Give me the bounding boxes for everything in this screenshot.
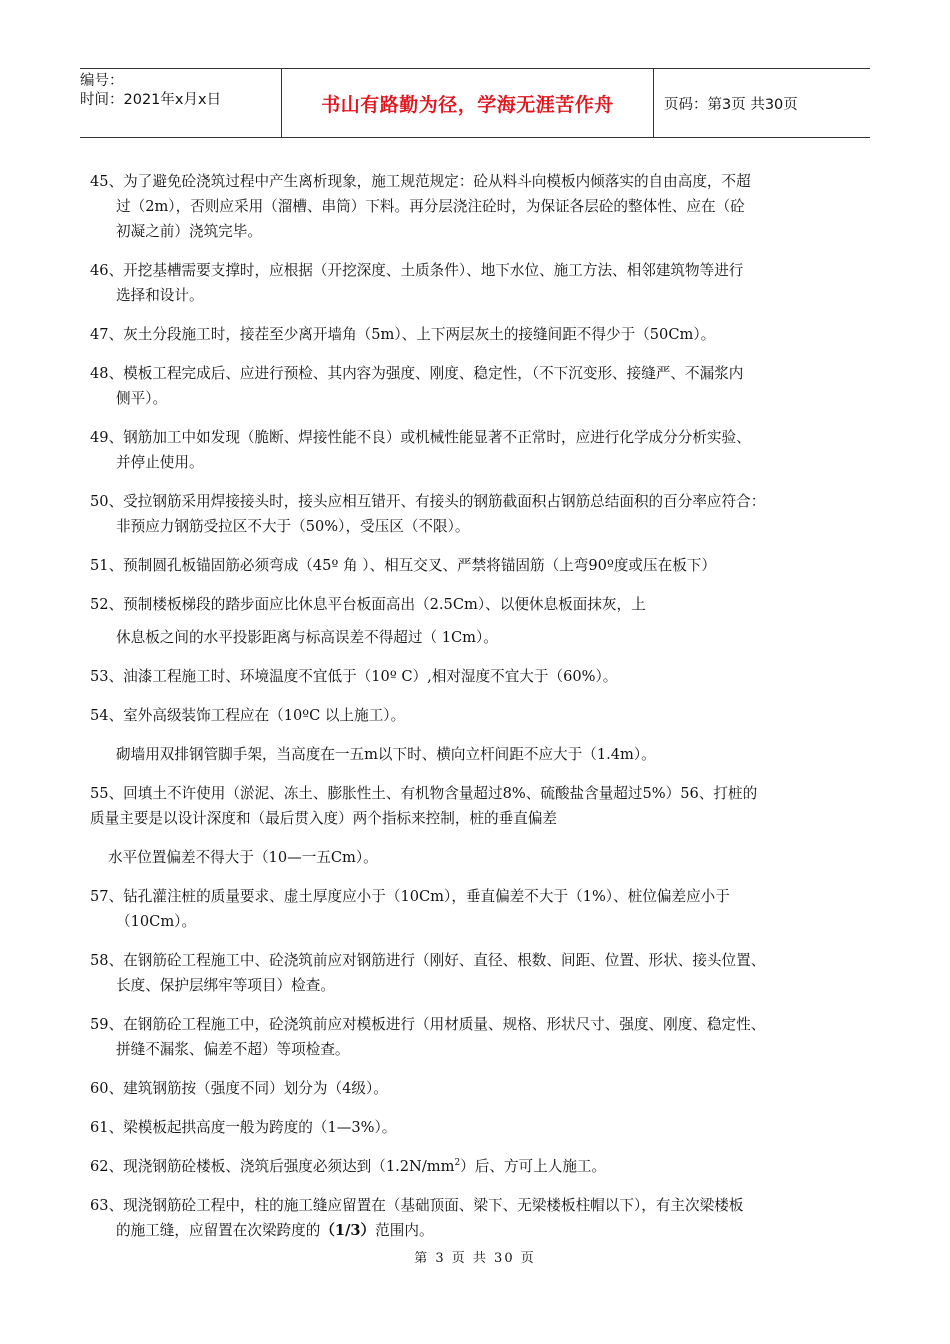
- text-line-53: 53、油漆工程施工时、环境温度不宜低于（10º C）,相对湿度不宜大于（60%）。: [90, 668, 618, 685]
- text-line-52b: 休息板之间的水平投影距离与标高误差不得超过（ 1Cm）。: [116, 629, 498, 646]
- page-header: [80, 68, 870, 138]
- number-label: 编号：: [80, 73, 124, 89]
- line63b-post: 范围内。: [375, 1222, 434, 1239]
- list-item: [90, 1115, 870, 1140]
- line62-post: ）后、方可上人施工。: [460, 1158, 607, 1175]
- list-item: [90, 884, 870, 934]
- list-item-first-line: 49、钢筋加工中如发现（脆断、焊接性能不良）或机械性能显著不正常时，应进行化学成分分析实验、: [90, 429, 751, 446]
- list-item: [90, 425, 870, 475]
- list-item-continuation: 拼缝不漏浆、偏差不超）等项检查。: [116, 1041, 350, 1058]
- list-item-first-line: 61、梁模板起拱高度一般为跨度的（1—3%）。: [90, 1119, 397, 1136]
- item-63-line1: 63、现浇钢筋砼工程中，柱的施工缝应留置在（基础顶面、梁下、无梁楼板柱帽以下），有主次梁楼板: [90, 1197, 744, 1214]
- list-item-first-line: 45、为了避免砼浇筑过程中产生离析现象，施工规范规定：砼从料斗向模板内倾落实的自由高度，不超: [90, 173, 751, 190]
- list-item-continuation: 侧平）。: [116, 390, 168, 407]
- line63b-bold: （1/3）: [320, 1222, 376, 1239]
- list-item-first-line: 52、预制楼板梯段的踏步面应比休息平台板面高出（2.5Cm）、以便休息板面抹灰，上: [90, 596, 646, 613]
- header-motto: 书山有路勤为径，学海无涯苦作舟: [281, 69, 654, 137]
- list-item: [90, 948, 870, 998]
- list-item: [90, 361, 870, 411]
- list-item-first-line: 59、在钢筋砼工程施工中，砼浇筑前应对模板进行（用材质量、规格、形状尺寸、强度、刚度、稳定性、: [90, 1016, 766, 1033]
- text-line-55b: 质量主要是以设计深度和（最后贯入度）两个指标来控制，桩的垂直偏差: [90, 810, 558, 827]
- list-item: [90, 1012, 870, 1062]
- line62-sup: 2: [454, 1158, 461, 1169]
- text-line-55c: 水平位置偏差不得大于（10—一五Cm）。: [108, 849, 378, 866]
- list-item-continuation: 选择和设计。: [116, 287, 204, 304]
- list-item-continuation: 初凝之前）浇筑完毕。: [116, 223, 262, 240]
- page-footer: 第 3 页 共 30 页: [414, 1251, 536, 1266]
- list-item-first-line: 47、灰土分段施工时，接茬至少离开墙角（5m）、上下两层灰土的接缝间距不得少于（50Cm）。: [90, 326, 716, 343]
- list-item-continuation: 并停止使用。: [116, 454, 204, 471]
- list-item: [90, 553, 870, 578]
- list-item: [90, 258, 870, 308]
- time-label: 时间：2021年x月x日: [80, 92, 222, 108]
- list-item: [90, 322, 870, 347]
- list-item-continuation: （10Cm）。: [116, 913, 197, 930]
- list-item-continuation: 长度、保护层绑牢等项目）检查。: [116, 977, 335, 994]
- list-item-first-line: 57、钻孔灌注桩的质量要求、虚土厚度应小于（10Cm），垂直偏差不大于（1%）、桩位偏差应小于: [90, 888, 730, 905]
- list-item: [90, 592, 870, 617]
- list-item-first-line: 60、建筑钢筋按（强度不同）划分为（4级）。: [90, 1080, 388, 1097]
- list-item-first-line: 48、模板工程完成后、应进行预检、其内容为强度、刚度、稳定性，（不下沉变形、接缝严、不漏浆内: [90, 365, 744, 382]
- list-item-first-line: 58、在钢筋砼工程施工中、砼浇筑前应对钢筋进行（刚好、直径、根数、间距、位置、形状、接头位置、: [90, 952, 766, 969]
- text-line-55a: 55、回填土不许使用（淤泥、冻土、膨胀性土、有机物含量超过8%、硫酸盐含量超过5%）56、打桩的: [90, 785, 758, 802]
- list-item-first-line: 50、受拉钢筋采用焊接接头时，接头应相互错开、有接头的钢筋截面积占钢筋总结面积的百分率应符合：: [90, 493, 766, 510]
- header-page-label: 页码：第3页 共30页: [664, 96, 798, 113]
- list-item: [90, 489, 870, 539]
- item-63-line2: [90, 1218, 870, 1243]
- line63b-pre: 的施工缝，应留置在次梁跨度的: [116, 1222, 321, 1239]
- list-item-continuation: 非预应力钢筋受拉区不大于（50%），受压区（不限）。: [116, 518, 470, 535]
- text-line-54: 54、室外高级装饰工程应在（10ºC 以上施工）。: [90, 707, 406, 724]
- text-line-62: [90, 1154, 870, 1179]
- text-line-54b: 砌墙用双排钢管脚手架，当高度在一五m以下时、横向立杆间距不应大于（1.4m）。: [116, 746, 656, 763]
- item-63: [90, 1193, 870, 1243]
- list-item: [90, 169, 870, 244]
- line62-pre: 62、现浇钢筋砼楼板、浇筑后强度必须达到（1.2N/mm: [90, 1158, 455, 1175]
- list-item-first-line: 46、开挖基槽需要支撑时，应根据（开挖深度、土质条件）、地下水位、施工方法、相邻建筑物等进行: [90, 262, 744, 279]
- document-body: [90, 169, 870, 1257]
- list-item-first-line: 51、预制圆孔板锚固筋必须弯成（45º 角 ）、相互交叉、严禁将锚固筋（上弯90º度或压在板下）: [90, 557, 716, 574]
- header-info: [80, 69, 281, 137]
- list-item-continuation: 过（2m），否则应采用（溜槽、串筒）下料。再分层浇注砼时，为保证各层砼的整体性、应在（砼: [116, 198, 745, 215]
- list-item: [90, 1076, 870, 1101]
